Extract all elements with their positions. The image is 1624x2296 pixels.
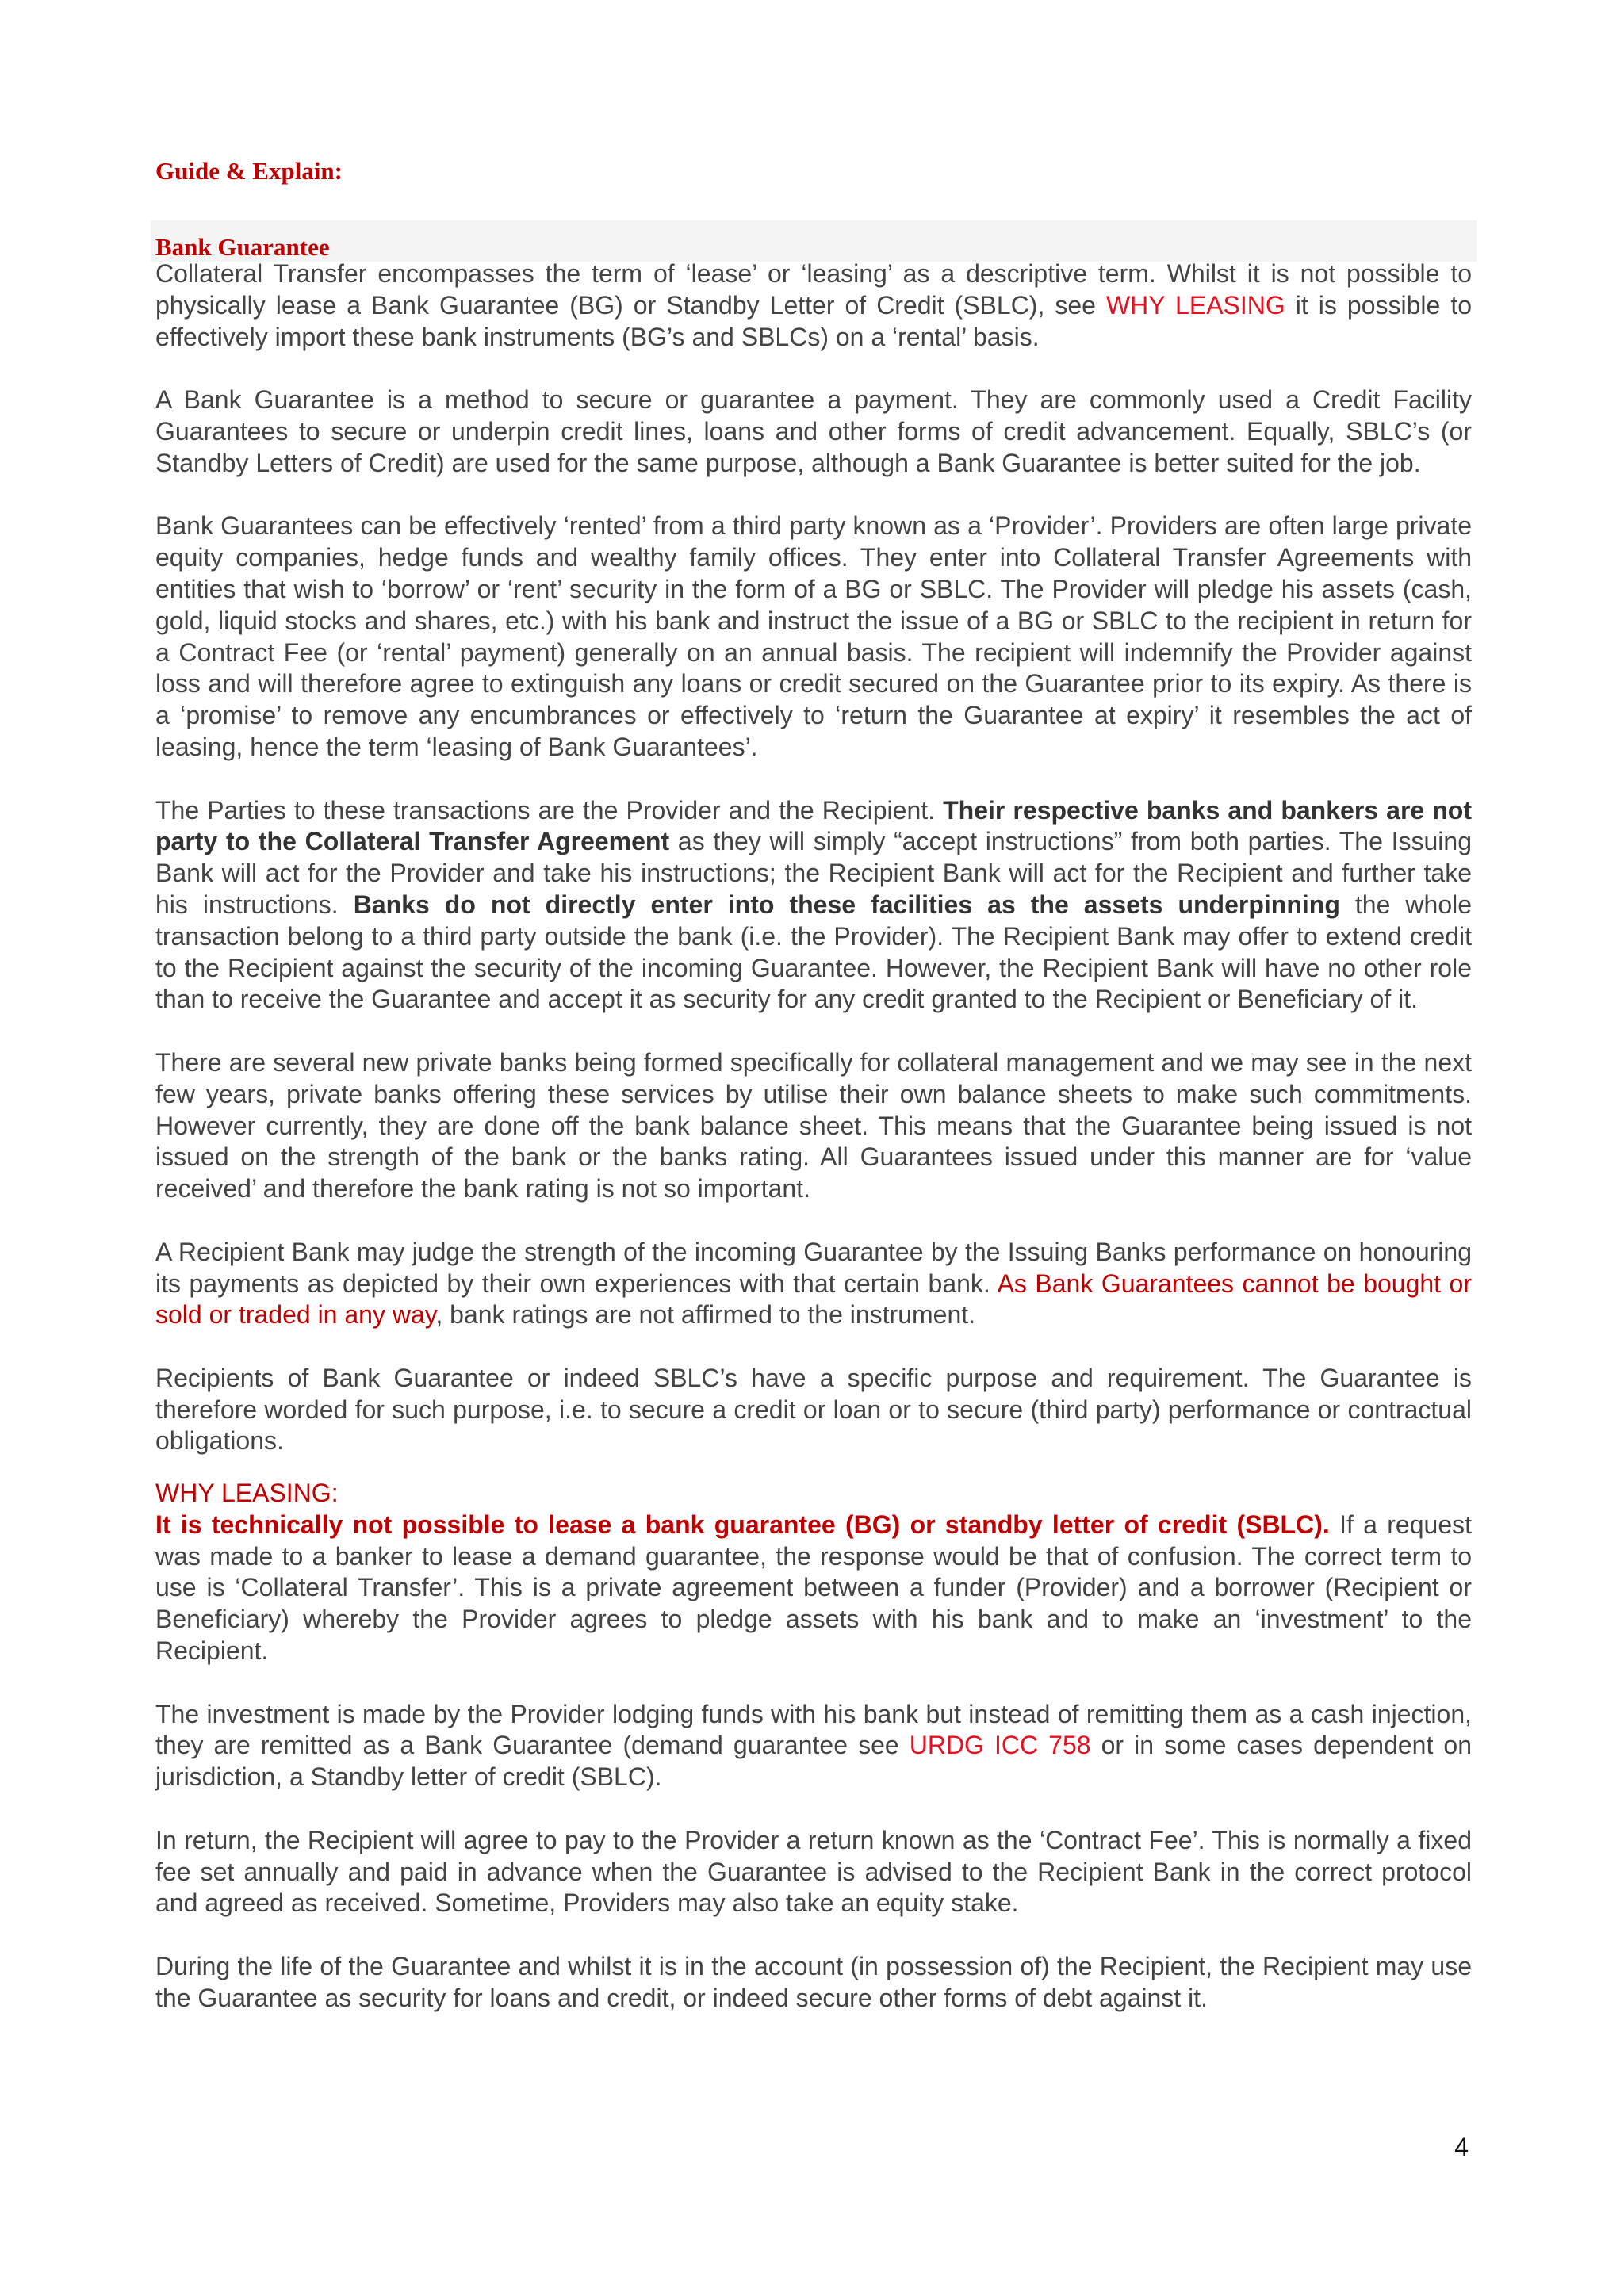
section-header-band	[151, 220, 1477, 262]
paragraph-6-red-text: As Bank Guarantees cannot be bought or sold or traded in any way	[155, 1269, 1473, 1330]
paragraph-1-text-b: it is possible to effectively import these bank instruments (BG’s and SBLCs) on a ‘rental’ basis.	[155, 290, 1473, 351]
paragraph-6-text-a: A Recipient Bank may judge the strength of the incoming Guarantee by the Issuing Banks performance on honouring its payments as depicted by their own experiences with that certain bank.	[155, 1237, 1472, 1298]
paragraph-7: Recipients of Bank Guarantee or indeed SBLC’s have a specific purpose and requirement. The Guarantee is therefore worded for such purpose, i.e. to secure a credit or loan or to secure (third party) performance or contractual obligations.	[155, 1363, 1472, 1456]
paragraph-4-bold-1: Their respective banks and bankers are not party to the Collateral Transfer Agreement	[155, 795, 1473, 856]
paragraph-9-text-b: or in some cases dependent on jurisdiction, a Standby letter of credit (SBLC).	[155, 1731, 1472, 1792]
paragraph-11: During the life of the Guarantee and whilst it is in the account (in possession of) the Recipient, the Recipient may use the Guarantee as security for loans and credit, or indeed secure other forms of debt against it.	[155, 1952, 1472, 2012]
section-title: Bank Guarantee	[155, 233, 330, 261]
why-leasing-link[interactable]: WHY LEASING	[1105, 290, 1285, 320]
paragraph-4-bold-2: Banks do not directly enter into these facilities as the assets underpinning	[353, 890, 1340, 919]
paragraph-1-text-a: Collateral Transfer encompasses the term of ‘lease’ or ‘leasing’ as a descriptive term. Whilst it is not possible to physically lease a Bank Guarantee (BG) or Standby Letter of Credit (SBLC), see	[155, 259, 1472, 320]
paragraph-4-text-c: the whole transaction belong to a third party outside the bank (i.e. the Provider). The Recipient Bank may offer to extend credit to the Recipient against the security of the incoming Guarantee. However, the Recipient Bank will have no other role than to receive the Guarantee and accept it as security for any credit granted to the Recipient or Beneficiary of it.	[155, 890, 1473, 1014]
page-number: 4	[1454, 2133, 1469, 2161]
paragraph-10: In return, the Recipient will agree to pay to the Provider a return known as the ‘Contract Fee’. This is normally a fixed fee set annually and paid in advance when the Guarantee is advised to the Recipient Bank in the correct protocol and agreed as received. Sometime, Providers may also take an equity stake.	[155, 1825, 1472, 1918]
paragraph-1	[155, 258, 1472, 353]
paragraph-6-text-b: , bank ratings are not affirmed to the instrument.	[435, 1300, 976, 1330]
why-leasing-heading: WHY LEASING:	[155, 1479, 339, 1508]
paragraph-8-text-b: If a request was made to a banker to lease a demand guarantee, the response would be that of confusion. The correct term to use is ‘Collateral Transfer’. This is a private agreement between a funder (Provider) and a borrower (Recipient or Beneficiary) whereby the Provider agrees to pledge assets with his bank and to make an ‘investment’ to the Recipient.	[155, 1510, 1473, 1666]
paragraph-4-text-b: as they will simply “accept instructions” from both parties. The Issuing Bank will act for the Provider and take his instructions; the Recipient Bank will act for the Recipient and further take his instructions.	[155, 827, 1473, 919]
paragraph-4-text-a: The Parties to these transactions are the Provider and the Recipient.	[155, 795, 944, 825]
paragraph-5: There are several new private banks being formed specifically for collateral management and we may see in the next few years, private banks offering these services by utilise their own balance sheets to make such commitments. However currently, they are done off the bank balance sheet. This means that the Guarantee being issued is not issued on the strength of the bank or the banks rating. All Guarantees issued under this manner are for ‘value received’ and therefore the bank rating is not so important.	[155, 1047, 1472, 1203]
paragraph-8-red-bold: It is technically not possible to lease a bank guarantee (BG) or standby letter of credit (SBLC).	[155, 1510, 1330, 1539]
page-content	[155, 151, 1472, 2045]
paragraph-6	[155, 1237, 1472, 1331]
paragraph-8	[155, 1510, 1472, 1667]
paragraph-4	[155, 795, 1472, 1016]
urdg-icc-758-link[interactable]: URDG ICC 758	[909, 1731, 1091, 1760]
guide-heading: Guide & Explain:	[155, 157, 343, 185]
paragraph-3: Bank Guarantees can be effectively ‘rented’ from a third party known as a ‘Provider’. Providers are often large private equity companies, hedge funds and wealthy family offices. They enter into Collateral Transfer Agreements with entities that wish to ‘borrow’ or ‘rent’ security in the form of a BG or SBLC. The Provider will pledge his assets (cash, gold, liquid stocks and shares, etc.) with his bank and instruct the issue of a BG or SBLC to the recipient in return for a Contract Fee (or ‘rental’ payment) generally on an annual basis. The recipient will indemnify the Provider against loss and will therefore agree to extinguish any loans or credit secured on the Guarantee prior to its expiry. As there is a ‘promise’ to remove any encumbrances or effectively to ‘return the Guarantee at expiry’ it resembles the act of leasing, hence the term ‘leasing of Bank Guarantees’.	[155, 511, 1472, 761]
paragraph-9-text-a: The investment is made by the Provider lodging funds with his bank but instead of remitting them as a cash injection, they are remitted as a Bank Guarantee (demand guarantee see	[155, 1699, 1472, 1760]
paragraph-2: A Bank Guarantee is a method to secure or guarantee a payment. They are commonly used a Credit Facility Guarantees to secure or underpin credit lines, loans and other forms of credit advancement. Equally, SBLC’s (or Standby Letters of Credit) are used for the same purpose, although a Bank Guarantee is better suited for the job.	[155, 385, 1472, 477]
paragraph-9	[155, 1699, 1472, 1793]
